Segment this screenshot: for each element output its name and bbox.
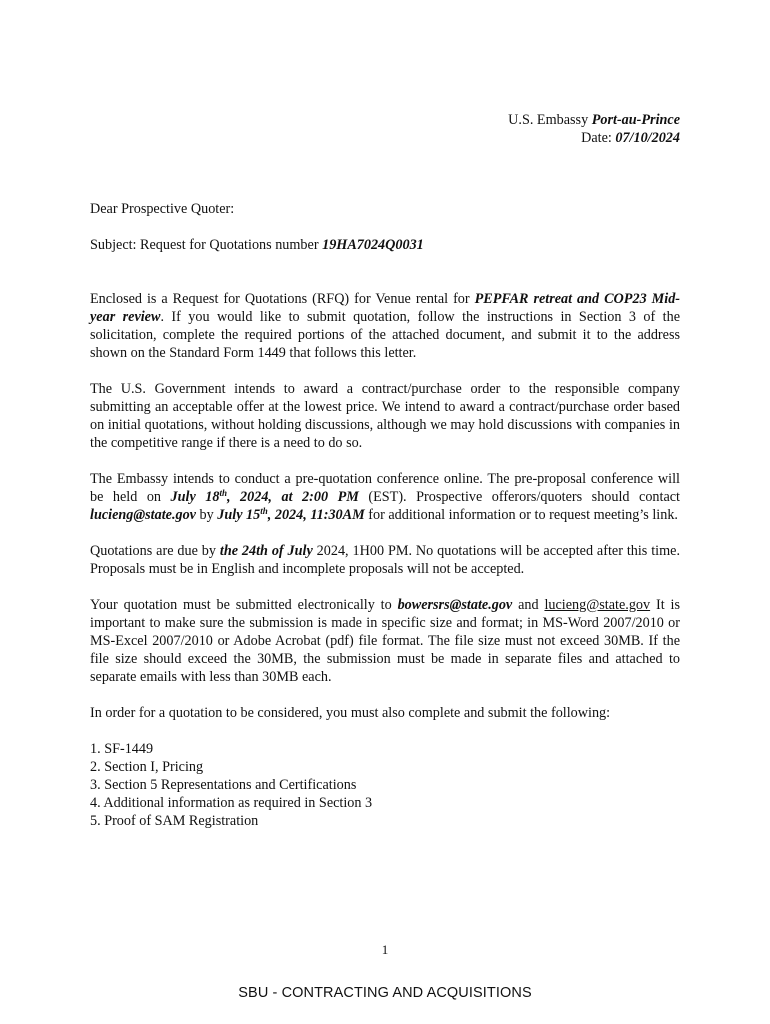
page-number: 1	[381, 942, 389, 957]
salutation: Dear Prospective Quoter:	[90, 201, 235, 217]
paragraph-award-intent: The U.S. Government intends to award a contract/purchase order to the responsible company submitting an acceptable offer at the lowest price. We intend to award a contract/purchase order based on initial quotations, without holding discussions, although we may hold discussions with companies in the competitive range if there is a need to do so.	[90, 381, 680, 451]
paragraph-due-date: Quotations are due by the 24th of July 2024, 1H00 PM. No quotations will be accepted after this time. Proposals must be in English and incomplete proposals will not be accepted.	[90, 543, 680, 577]
list-item: 2. Section I, Pricing	[90, 759, 204, 775]
paragraph-submission: Your quotation must be submitted electronically to bowersrs@state.gov and lucieng@state.gov It is important to make sure the submission is made in specific size and format; in MS-Word 2007/2010 or MS-Excel 2007/2010 or Adobe Acrobat (pdf) file format. The file size must not exceed 30MB. If the file size should exceed the 30MB, the submission must be made in separate files and attached to separate emails with less than 30MB each.	[90, 597, 680, 685]
embassy-line: U.S. Embassy Port-au-Prince	[508, 112, 680, 128]
footer-classification: SBU - CONTRACTING AND ACQUISITIONS	[238, 985, 532, 1001]
list-item: 4. Additional information as required in Section 3	[90, 795, 373, 811]
letter-header	[508, 111, 680, 147]
contact-email: lucieng@state.gov	[90, 507, 196, 523]
email-link[interactable]: lucieng@state.gov	[544, 597, 651, 613]
list-item: 5. Proof of SAM Registration	[90, 813, 259, 829]
paragraph-requirements-intro: In order for a quotation to be considered, you must also complete and submit the following:	[90, 705, 611, 721]
embassy-city: Port-au-Prince	[591, 112, 680, 128]
rfq-number: 19HA7024Q0031	[322, 237, 424, 253]
date-line: Date: 07/10/2024	[581, 130, 680, 146]
letter-date: 07/10/2024	[615, 130, 680, 146]
submission-email: bowersrs@state.gov	[397, 597, 513, 613]
list-item: 3. Section 5 Representations and Certifications	[90, 777, 357, 793]
paragraph-enclosed-rfq: Enclosed is a Request for Quotations (RFQ) for Venue rental for PEPFAR retreat and COP23 Mid-year review. If you would like to submit quotation, follow the instructions in Section 3 of the solicitation, complete the required portions of the attached document, and submit it to the address shown on the Standard Form 1449 that follows this letter.	[90, 291, 681, 361]
subject-line: Subject: Request for Quotations number 19HA7024Q0031	[90, 237, 424, 253]
list-item: 1. SF-1449	[90, 741, 154, 757]
paragraph-pre-quotation-conference: The Embassy intends to conduct a pre-quotation conference online. The pre-proposal conference will be held on July 18th, 2024, at 2:00 PM (EST). Prospective offerors/quoters should contact lucieng@state.gov by July 15th, 2024, 11:30AM for additional information or to request meeting’s link.	[90, 471, 680, 523]
letter-body	[90, 200, 680, 830]
requirements-list	[90, 740, 680, 830]
